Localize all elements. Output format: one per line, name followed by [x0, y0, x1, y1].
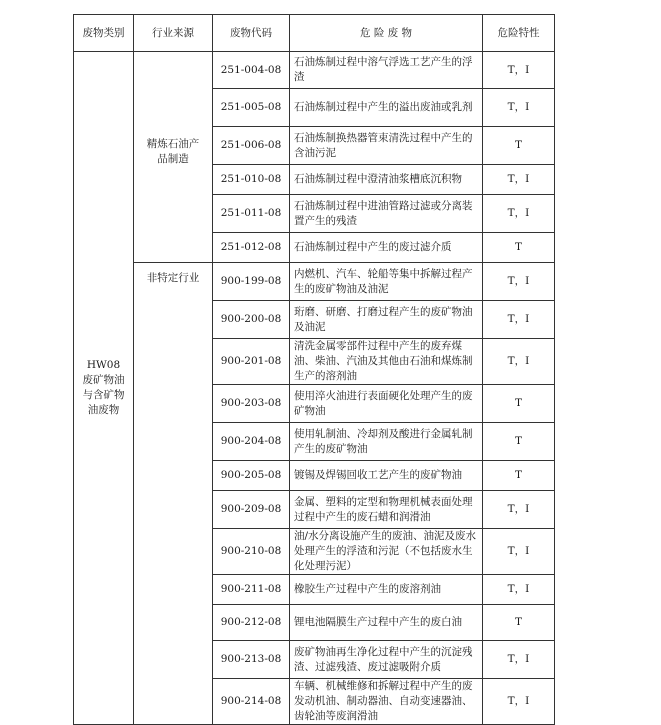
hazard-property: T [483, 461, 555, 491]
hazard-property: T，I [483, 491, 555, 529]
waste-code: 251-012-08 [213, 233, 290, 263]
industry-source-line: 精炼石油产 [146, 138, 200, 150]
waste-description: 镀锡及焊锡回收工艺产生的废矿物油 [290, 461, 483, 491]
category-line: HW08 [86, 359, 121, 371]
waste-code: 251-011-08 [213, 195, 290, 233]
hazard-property: T，I [483, 529, 555, 575]
waste-code: 900-214-08 [213, 679, 290, 725]
industry-source-refining [134, 52, 213, 263]
hazard-property: T，I [483, 52, 555, 89]
header-waste: 危 险 废 物 [290, 15, 483, 52]
waste-code: 900-211-08 [213, 575, 290, 605]
hazard-property: T [483, 233, 555, 263]
waste-description: 石油炼制过程中澄清油浆槽底沉积物 [290, 165, 483, 195]
waste-code: 900-204-08 [213, 423, 290, 461]
hazard-property: T [483, 605, 555, 641]
waste-code: 900-212-08 [213, 605, 290, 641]
hazard-property: T，I [483, 263, 555, 301]
hazard-property: T，I [483, 339, 555, 385]
category-line: 与含矿物 [82, 389, 125, 401]
waste-description: 锂电池隔膜生产过程中产生的废白油 [290, 605, 483, 641]
industry-source-line: 非特定行业 [146, 272, 200, 284]
hazard-property: T，I [483, 575, 555, 605]
header-hazard: 危险特性 [483, 15, 555, 52]
header-code: 废物代码 [213, 15, 290, 52]
waste-code: 900-201-08 [213, 339, 290, 385]
waste-description: 油/水分离设施产生的废油、油泥及废水处理产生的浮渣和污泥（不包括废水生化处理污泥） [290, 529, 483, 575]
hazard-property: T，I [483, 195, 555, 233]
hazardous-waste-table [73, 14, 555, 725]
hazard-property: T，I [483, 301, 555, 339]
hazard-property: T，I [483, 679, 555, 725]
waste-code: 251-005-08 [213, 89, 290, 127]
waste-code: 900-213-08 [213, 641, 290, 679]
waste-description: 石油炼制过程中产生的溢出废油或乳剂 [290, 89, 483, 127]
waste-description: 金属、塑料的定型和物理机械表面处理过程中产生的废石蜡和润滑油 [290, 491, 483, 529]
table-row [74, 263, 555, 301]
hazard-property: T [483, 385, 555, 423]
waste-description: 清洗金属零部件过程中产生的废弃煤油、柴油、汽油及其他由石油和煤炼制生产的溶剂油 [290, 339, 483, 385]
waste-description: 内燃机、汽车、轮船等集中拆解过程产生的废矿物油及油泥 [290, 263, 483, 301]
hazard-property: T [483, 127, 555, 165]
header-category: 废物类别 [74, 15, 134, 52]
table-row [74, 52, 555, 89]
waste-code: 900-209-08 [213, 491, 290, 529]
hazard-property: T，I [483, 89, 555, 127]
industry-source-nonspecific [134, 263, 213, 725]
waste-code: 900-210-08 [213, 529, 290, 575]
waste-code: 251-004-08 [213, 52, 290, 89]
waste-description: 使用轧制油、冷却剂及酸进行金属轧制产生的废矿物油 [290, 423, 483, 461]
header-industry: 行业来源 [134, 15, 213, 52]
waste-description: 石油炼制换热器管束清洗过程中产生的含油污泥 [290, 127, 483, 165]
waste-code: 900-203-08 [213, 385, 290, 423]
waste-description: 珩磨、研磨、打磨过程产生的废矿物油及油泥 [290, 301, 483, 339]
industry-source-line: 品制造 [157, 153, 189, 165]
category-line: 油废物 [87, 404, 120, 416]
waste-code: 251-010-08 [213, 165, 290, 195]
waste-code: 900-200-08 [213, 301, 290, 339]
hazard-property: T [483, 423, 555, 461]
waste-code: 900-205-08 [213, 461, 290, 491]
waste-description: 石油炼制过程中产生的废过滤介质 [290, 233, 483, 263]
category-cell [74, 52, 134, 725]
hazard-property: T，I [483, 165, 555, 195]
waste-code: 900-199-08 [213, 263, 290, 301]
waste-description: 使用淬火油进行表面硬化处理产生的废矿物油 [290, 385, 483, 423]
hazard-property: T，I [483, 641, 555, 679]
table-header-row [74, 15, 555, 52]
waste-description: 石油炼制过程中进油管路过滤或分离装置产生的残渣 [290, 195, 483, 233]
waste-description: 橡胶生产过程中产生的废溶剂油 [290, 575, 483, 605]
waste-description: 石油炼制过程中溶气浮选工艺产生的浮渣 [290, 52, 483, 89]
waste-description: 废矿物油再生净化过程中产生的沉淀残渣、过滤残渣、废过滤吸附介质 [290, 641, 483, 679]
waste-code: 251-006-08 [213, 127, 290, 165]
category-line: 废矿物油 [82, 374, 125, 386]
waste-description: 车辆、机械维修和拆解过程中产生的废发动机油、制动器油、自动变速器油、齿轮油等废润滑油 [290, 679, 483, 725]
